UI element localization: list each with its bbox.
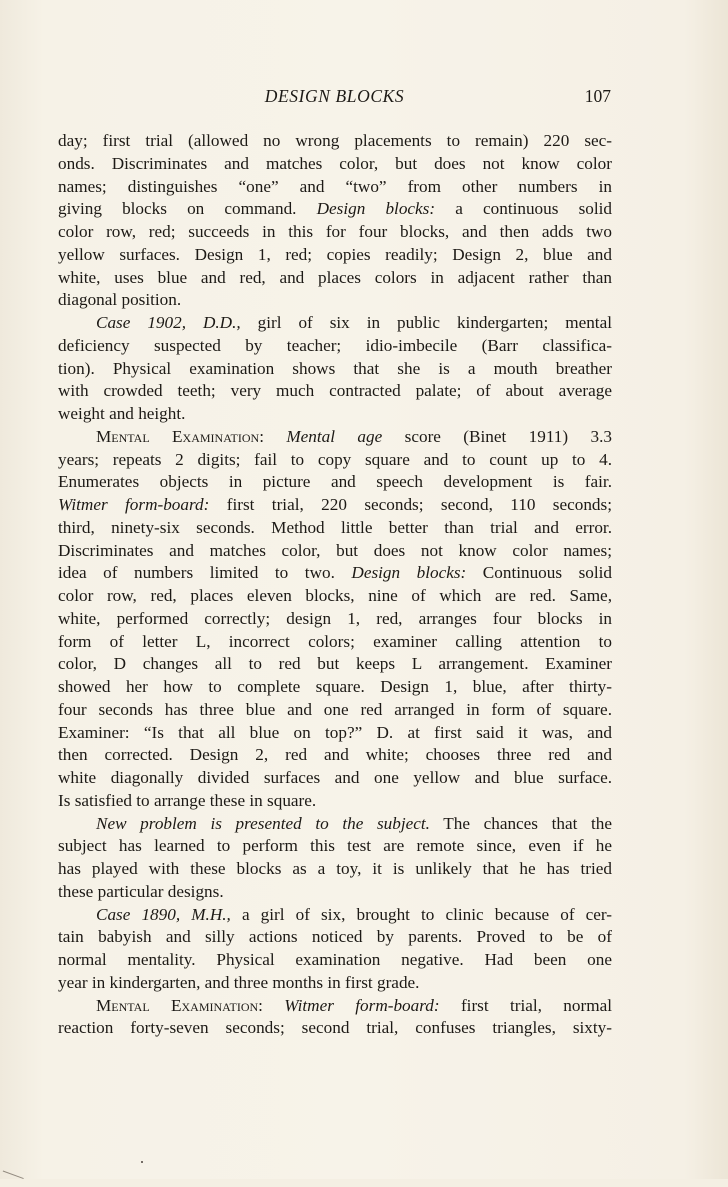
text-line: years; repeats 2 digits; fail to copy square and to count up to 4. — [58, 449, 612, 469]
page-number: 107 — [584, 86, 611, 106]
text-line: Enumerates objects in picture and speech development is fair. — [58, 472, 612, 492]
text-line: with crowded teeth; very much contracted palate; of about average — [58, 381, 612, 401]
page-header — [58, 86, 611, 110]
text-line: normal mentality. Physical examination negative. Had been one — [58, 950, 612, 969]
section-label: Mental Examination: — [96, 426, 264, 446]
text-line: year in kindergarten, and three months in first grade. — [58, 972, 420, 992]
text-line: Mental Examination: Mental age score (Binet 1911) 3.3 — [96, 426, 612, 446]
case-label: Case 1890, M.H., — [96, 904, 231, 924]
italic-term: Mental age — [286, 426, 383, 446]
text-line: yellow surfaces. Design 1, red; copies readily; Design 2, blue and — [58, 244, 612, 264]
text-line: deficiency suspected by teacher; idio-imbecile (Barr classifica- — [58, 335, 612, 355]
text-line: Discriminates and matches color, but does not know color names; — [58, 540, 612, 560]
text-line: subject has learned to perform this test are remote since, even if he — [58, 836, 612, 856]
text-line: these particular designs. — [58, 881, 224, 901]
italic-term: Design blocks: — [351, 563, 467, 583]
italic-term: Witmer form-board: — [284, 995, 440, 1015]
italic-term: Witmer form-board: — [58, 495, 210, 514]
text-line: day; first trial (allowed no wrong placements to remain) 220 sec- — [58, 131, 612, 150]
text-line: color row, red; succeeds in this for four blocks, and then adds two — [58, 222, 612, 241]
text-line: onds. Discriminates and matches color, but does not know color — [58, 153, 612, 173]
text-line: Witmer form-board: first trial, 220 seconds; second, 110 seconds; — [58, 495, 612, 514]
italic-term: Design blocks: — [316, 199, 436, 219]
text-line: then corrected. Design 2, red and white; chooses three red and — [58, 745, 612, 765]
text-line: has played with these blocks as a toy, it is unlikely that he has tried — [58, 859, 612, 878]
paper-speck — [141, 1161, 143, 1163]
text-line: form of letter L, incorrect colors; examiner calling attention to — [58, 631, 612, 651]
text-line: white diagonally divided surfaces and one yellow and blue surface. — [58, 768, 612, 787]
section-label: Mental Examination: — [96, 995, 263, 1015]
text-line: New problem is presented to the subject. The chances that the — [96, 813, 612, 833]
text-line: Is satisfied to arrange these in square. — [58, 790, 317, 810]
text-line: Mental Examination: Witmer form-board: first trial, normal — [96, 995, 612, 1015]
text-line: tion). Physical examination shows that she is a mouth breather — [58, 358, 612, 378]
text-line: weight and height. — [58, 404, 186, 423]
case-label: Case 1902, D.D., — [96, 313, 241, 332]
text-line: Case 1902, D.D., girl of six in public kindergarten; mental — [96, 313, 612, 332]
text-line: white, uses blue and red, and places colors in adjacent rather than — [58, 267, 612, 287]
text-line: giving blocks on command. Design blocks: a continuous solid — [58, 199, 612, 219]
text-line: Examiner: “Is that all blue on top?” D. at first said it was, and — [58, 722, 612, 742]
text-line: color row, red, places eleven blocks, nine of which are red. Same, — [58, 586, 612, 605]
running-title: DESIGN BLOCKS — [264, 86, 405, 106]
text-line: four seconds has three blue and one red arranged in form of square. — [58, 699, 612, 719]
text-line: tain babyish and silly actions noticed by parents. Proved to be of — [58, 927, 612, 947]
text-line: reaction forty-seven seconds; second trial, confuses triangles, sixty- — [58, 1018, 612, 1038]
text-line: names; distinguishes “one” and “two” from other numbers in — [58, 176, 612, 196]
text-line: third, ninety-six seconds. Method little better than trial and error. — [58, 517, 612, 537]
text-line: diagonal position. — [58, 290, 182, 310]
text-line: idea of numbers limited to two. Design blocks: Continuous solid — [58, 563, 612, 583]
text-line: Case 1890, M.H., a girl of six, brought to clinic because of cer- — [96, 904, 613, 924]
text-line: showed her how to complete square. Design 1, blue, after thirty- — [58, 677, 612, 696]
text-line: white, performed correctly; design 1, red, arranges four blocks in — [58, 608, 612, 628]
body-text — [58, 130, 612, 1040]
italic-heading: New problem is presented to the subject. — [96, 813, 430, 833]
text-line: color, D changes all to red but keeps L arrangement. Examiner — [58, 654, 612, 674]
